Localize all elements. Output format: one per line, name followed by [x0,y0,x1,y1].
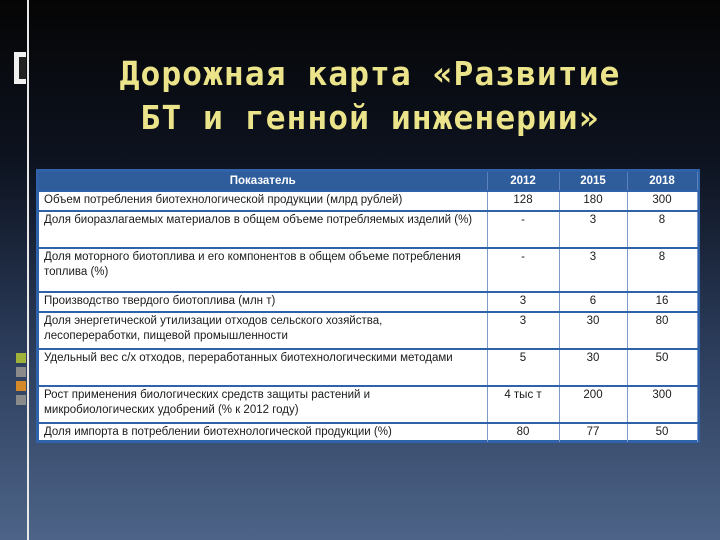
table-row [39,423,697,442]
row-label: Рост применения биологических средств защиты растений и микробиологических удобрений (% к 2012 году) [39,386,487,423]
value-2018: 300 [627,191,697,211]
header-2015: 2015 [559,172,627,191]
header-2012: 2012 [487,172,559,191]
value-2018: 8 [627,248,697,292]
table-row [39,211,697,248]
value-2018: 300 [627,386,697,423]
value-2012: 5 [487,349,559,386]
header-2018: 2018 [627,172,697,191]
value-2018: 50 [627,349,697,386]
table-row [39,292,697,312]
title-line-2: БТ и генной инженерии» [140,98,600,137]
value-2015: 3 [559,248,627,292]
corner-bracket-decoration [14,52,32,84]
value-2015: 3 [559,211,627,248]
value-2015: 30 [559,349,627,386]
table-row [39,191,697,211]
value-2018: 8 [627,211,697,248]
value-2012: 4 тыс т [487,386,559,423]
table-row [39,349,697,386]
value-2012: 80 [487,423,559,442]
row-label: Удельный вес с/х отходов, переработанных биотехнологическими методами [39,349,487,386]
row-label: Доля моторного биотоплива и его компонентов в общем объеме потребления топлива (%) [39,248,487,292]
row-label: Доля энергетической утилизации отходов сельского хозяйства, лесопереработки, пищевой промышленности [39,312,487,349]
table-row [39,386,697,423]
roadmap-table [36,169,700,443]
value-2012: 3 [487,292,559,312]
value-2015: 77 [559,423,627,442]
side-square-decoration [16,353,26,409]
value-2012: 128 [487,191,559,211]
value-2015: 6 [559,292,627,312]
table-header-row [39,172,697,191]
table-row [39,312,697,349]
title-line-1: Дорожная карта «Развитие [119,54,621,93]
value-2015: 180 [559,191,627,211]
value-2012: - [487,211,559,248]
row-label: Доля биоразлагаемых материалов в общем объеме потребляемых изделий (%) [39,211,487,248]
row-label: Объем потребления биотехнологической продукции (млрд рублей) [39,191,487,211]
value-2018: 50 [627,423,697,442]
table-row [39,248,697,292]
row-label: Производство твердого биотоплива (млн т) [39,292,487,312]
value-2015: 200 [559,386,627,423]
value-2015: 30 [559,312,627,349]
value-2012: 3 [487,312,559,349]
value-2018: 16 [627,292,697,312]
value-2018: 80 [627,312,697,349]
slide-title [40,52,700,140]
row-label: Доля импорта в потреблении биотехнологической продукции (%) [39,423,487,442]
value-2012: - [487,248,559,292]
header-indicator: Показатель [39,172,487,191]
